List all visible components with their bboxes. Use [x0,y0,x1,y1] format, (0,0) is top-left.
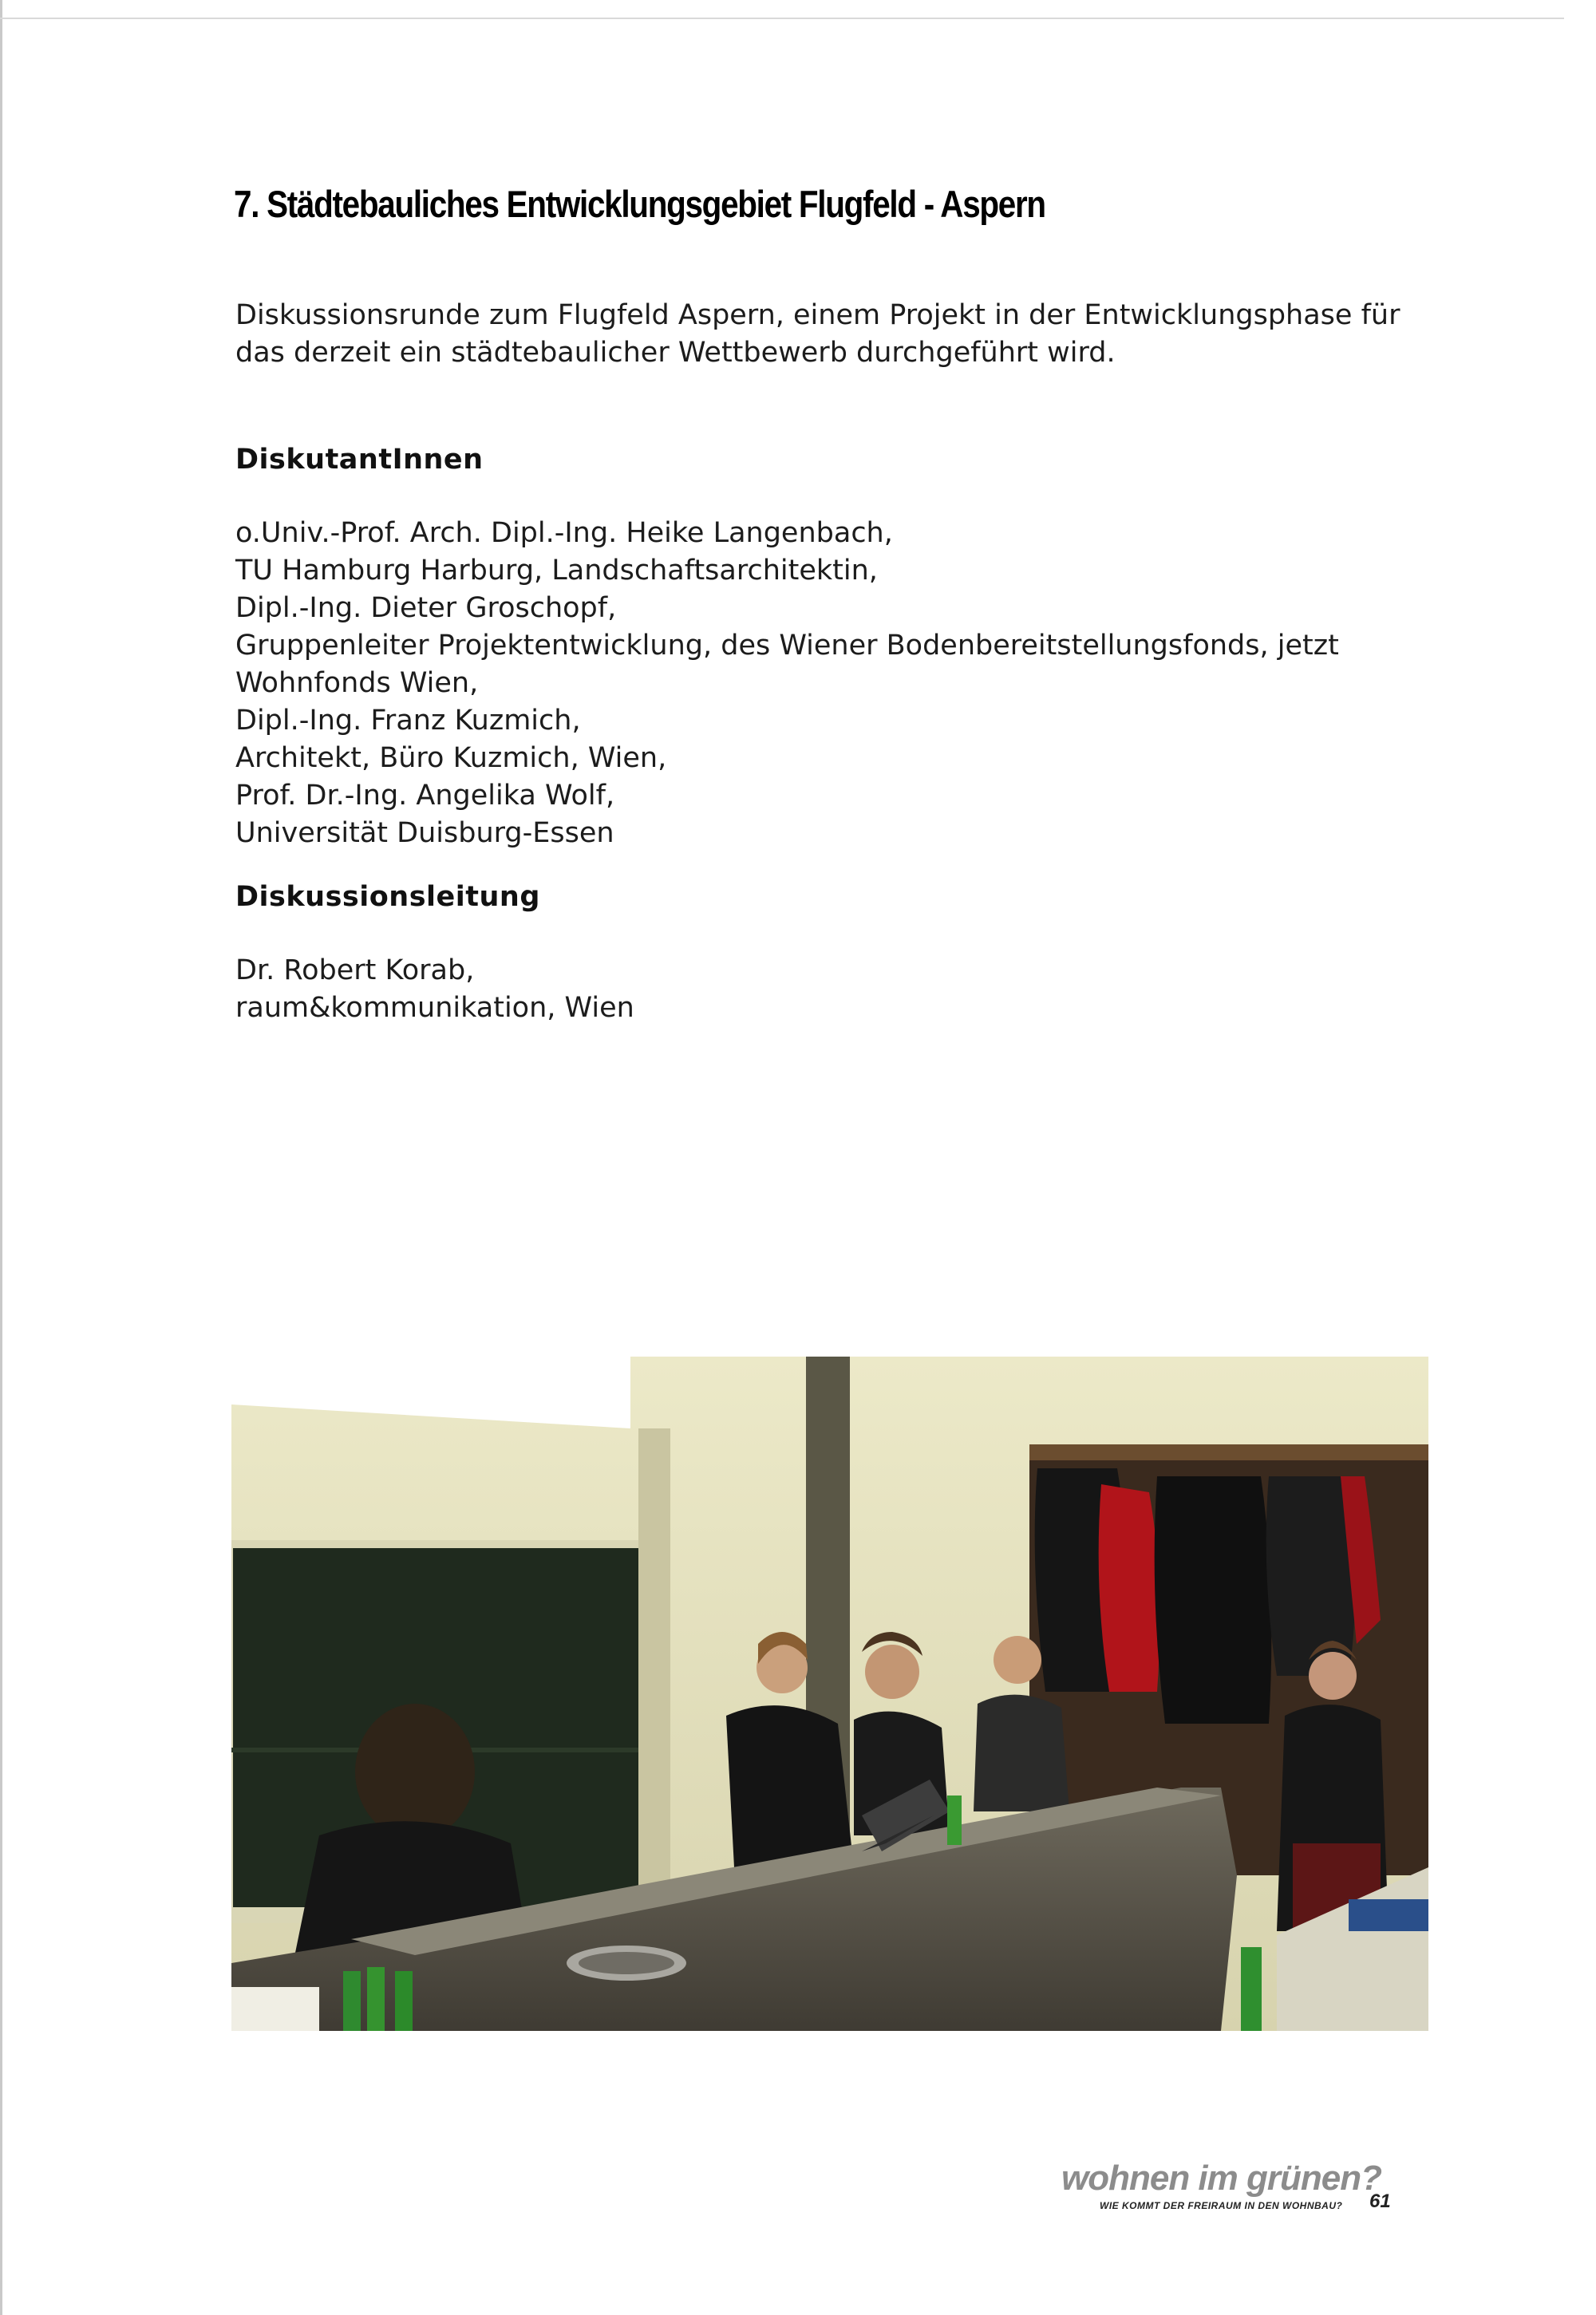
panel-discussion-photo [231,1357,1428,2031]
moderator-line: Dr. Robert Korab, [235,954,475,986]
top-rule [0,18,1564,19]
participant-line: Universität Duisburg-Essen [235,817,614,849]
participant-line: Wohnfonds Wien, [235,667,479,699]
page-number: 61 [1369,2191,1391,2212]
participant-line: Prof. Dr.-Ing. Angelika Wolf, [235,780,615,812]
intro-paragraph [235,297,1448,372]
participant-line: Gruppenleiter Projektentwicklung, des Wiener Bodenbereitstellungsfonds, jetzt [235,630,1339,662]
footer-publication-subtitle: WIE KOMMT DER FREIRAUM IN DEN WOHNBAU? [1100,2200,1343,2211]
participants-heading: DiskutantInnen [235,444,484,476]
participant-line: o.Univ.-Prof. Arch. Dipl.-Ing. Heike Langenbach, [235,517,893,549]
moderator-heading: Diskussionsleitung [235,881,540,913]
moderator-block [235,952,1448,1027]
moderator-line: raum&kommunikation, Wien [235,992,634,1024]
intro-line: Diskussionsrunde zum Flugfeld Aspern, einem Projekt in der Entwicklungsphase für [235,299,1400,331]
participant-line: Architekt, Büro Kuzmich, Wien, [235,742,667,774]
intro-line: das derzeit ein städtebaulicher Wettbewerb durchgeführt wird. [235,337,1116,369]
section-heading: 7. Städtebauliches Entwicklungsgebiet Flugfeld - Aspern [234,183,1045,225]
page-edge-line [0,0,2,2315]
participant-line: Dipl.-Ing. Dieter Groschopf, [235,592,617,624]
participants-list [235,515,1448,852]
participant-line: TU Hamburg Harburg, Landschaftsarchitektin, [235,555,878,587]
footer-publication-title: wohnen im grünen? [1061,2159,1381,2198]
participant-line: Dipl.-Ing. Franz Kuzmich, [235,705,581,737]
